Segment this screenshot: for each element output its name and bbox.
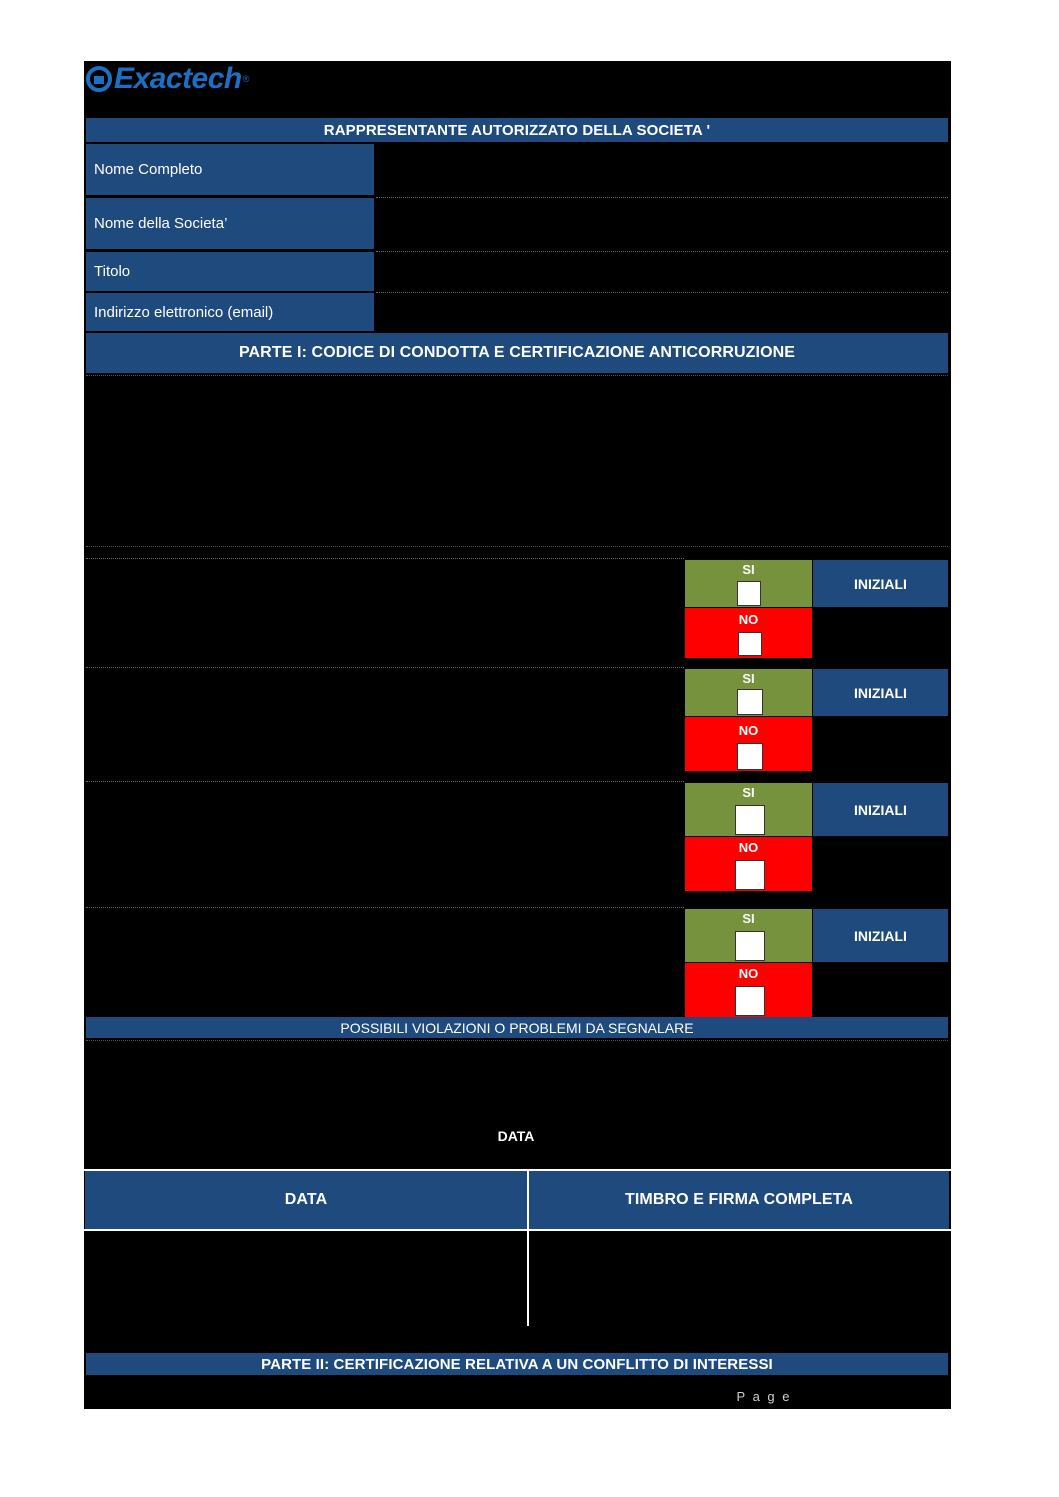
email-label: Indirizzo elettronico (email) xyxy=(86,293,374,331)
no-option-2 xyxy=(685,717,812,771)
no-option-4 xyxy=(685,963,812,1017)
company-rep-header: RAPPRESENTANTE AUTORIZZATO DELLA SOCIETA ' xyxy=(86,118,948,142)
company-name-field[interactable] xyxy=(376,197,948,249)
logo-text: Exactech xyxy=(114,62,242,95)
date-column-header: DATA xyxy=(85,1171,527,1229)
no-checkbox-2[interactable] xyxy=(737,743,763,770)
no-checkbox-4[interactable] xyxy=(735,986,765,1016)
logo-registered-mark: ® xyxy=(242,74,250,84)
no-label: NO xyxy=(738,612,759,627)
yes-checkbox-1[interactable] xyxy=(737,581,761,606)
yes-label: SI xyxy=(742,785,755,800)
page-number-label: P a g e xyxy=(736,1389,792,1404)
initials-label-4: INIZIALI xyxy=(813,909,948,962)
title-field[interactable] xyxy=(376,251,948,291)
full-name-label: Nome Completo xyxy=(86,144,374,195)
yes-label: SI xyxy=(742,911,755,926)
no-checkbox-3[interactable] xyxy=(735,860,765,890)
question-row-4 xyxy=(86,907,684,1017)
exactech-logo-icon xyxy=(86,66,112,92)
initials-label-1: INIZIALI xyxy=(813,560,948,607)
stamp-signature-field[interactable] xyxy=(529,1231,949,1326)
email-field[interactable] xyxy=(376,292,948,331)
yes-option-4 xyxy=(685,909,812,962)
yes-option-1 xyxy=(685,560,812,607)
part1-header: PARTE I: CODICE DI CONDOTTA E CERTIFICAZIONE ANTICORRUZIONE xyxy=(86,333,948,373)
yes-checkbox-3[interactable] xyxy=(735,805,765,835)
stamp-column-header: TIMBRO E FIRMA COMPLETA xyxy=(529,1171,949,1229)
violations-header: POSSIBILI VIOLAZIONI O PROBLEMI DA SEGNALARE xyxy=(86,1017,948,1038)
part1-intro-area xyxy=(86,375,948,547)
initials-label-3: INIZIALI xyxy=(813,783,948,836)
initials-field-1[interactable] xyxy=(813,608,948,658)
date-signature-field[interactable] xyxy=(85,1231,527,1326)
yes-option-3 xyxy=(685,783,812,836)
question-row-3 xyxy=(86,781,684,891)
question-row-2 xyxy=(86,667,684,771)
yes-label: SI xyxy=(742,562,755,577)
yes-checkbox-4[interactable] xyxy=(735,931,765,961)
no-label: NO xyxy=(738,966,759,981)
company-name-label: Nome della Societa’ xyxy=(86,198,374,249)
initials-field-3[interactable] xyxy=(813,837,948,891)
no-option-1 xyxy=(685,608,812,658)
no-label: NO xyxy=(738,723,759,738)
initials-field-4[interactable] xyxy=(813,963,948,1017)
full-name-field[interactable] xyxy=(376,144,948,195)
part2-header: PARTE II: CERTIFICAZIONE RELATIVA A UN CONFLITTO DI INTERESSI xyxy=(86,1353,948,1375)
yes-option-2 xyxy=(685,669,812,716)
initials-field-2[interactable] xyxy=(813,717,948,771)
exactech-logo xyxy=(86,63,249,95)
form-page xyxy=(84,61,951,1409)
yes-checkbox-2[interactable] xyxy=(737,689,763,715)
title-label: Titolo xyxy=(86,252,374,291)
yes-label: SI xyxy=(742,671,755,686)
initials-label-2: INIZIALI xyxy=(813,669,948,716)
no-checkbox-1[interactable] xyxy=(738,632,762,656)
no-label: NO xyxy=(738,840,759,855)
no-option-3 xyxy=(685,837,812,891)
question-row-1 xyxy=(86,558,684,658)
violations-date-label: DATA xyxy=(497,1128,535,1144)
